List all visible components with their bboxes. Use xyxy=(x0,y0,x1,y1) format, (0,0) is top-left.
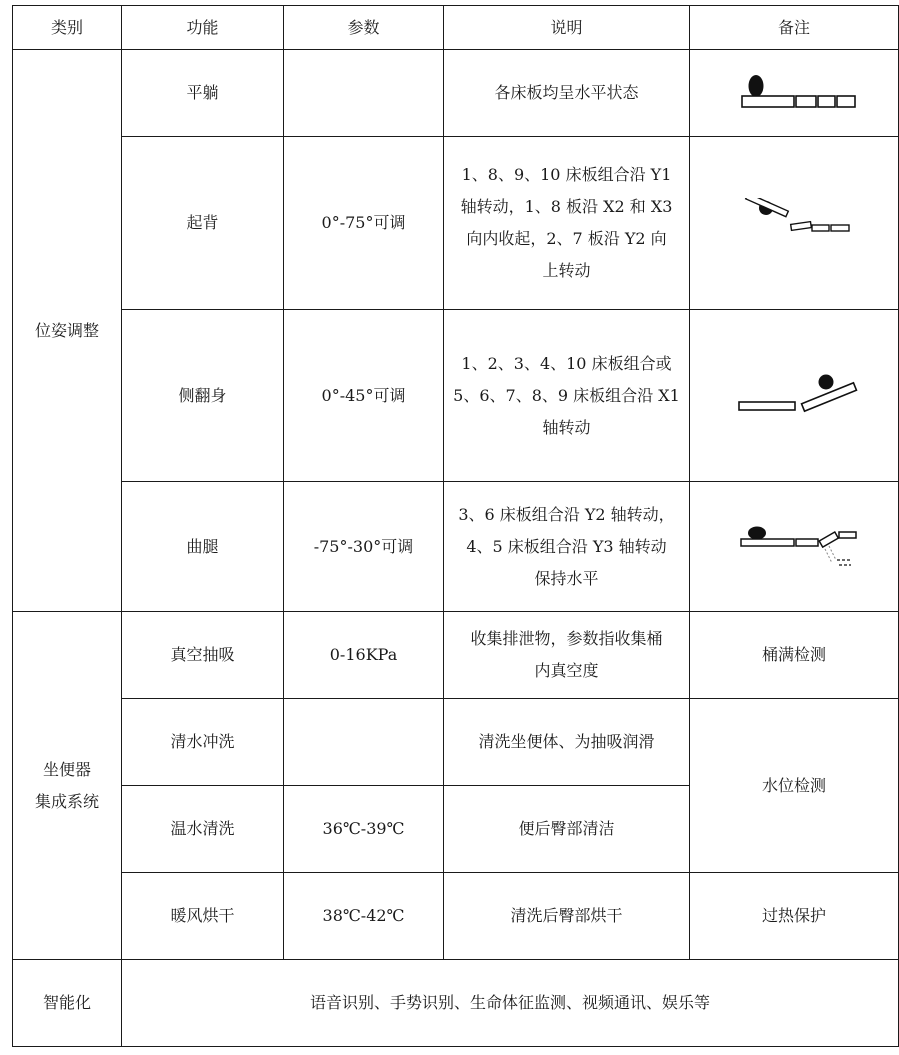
header-description: 说明 xyxy=(444,6,690,50)
remark-cell: 桶满检测 xyxy=(690,612,899,699)
description-line: 上转动 xyxy=(542,261,591,280)
params-cell: 0-16KPa xyxy=(284,612,444,699)
side-turn-diagram-icon xyxy=(729,371,859,421)
description-line: 清洗后臀部烘干 xyxy=(510,906,623,925)
function-cell: 起背 xyxy=(122,137,284,310)
group-toilet xyxy=(13,612,122,960)
function-cell: 清水冲洗 xyxy=(122,699,284,786)
header-category: 类别 xyxy=(13,6,122,50)
table-row xyxy=(13,873,899,960)
description-line: 轴转动，1、8 板沿 X2 和 X3 xyxy=(460,197,673,216)
group-toilet-line: 集成系统 xyxy=(34,791,99,811)
description-line: 收集排泄物，参数指收集桶 xyxy=(470,629,663,648)
params-cell: -75°-30°可调 xyxy=(284,482,444,612)
header-function: 功能 xyxy=(122,6,284,50)
description-cell xyxy=(444,612,690,699)
header-row xyxy=(13,6,899,50)
description-line: 1、2、3、4、10 床板组合或 xyxy=(461,353,672,373)
function-cell: 温水清洗 xyxy=(122,786,284,873)
table-row xyxy=(13,612,899,699)
table-row xyxy=(13,699,899,786)
table-row xyxy=(13,310,899,482)
group-posture: 位姿调整 xyxy=(13,50,122,612)
params-cell: 0°-45°可调 xyxy=(284,310,444,482)
function-cell: 曲腿 xyxy=(122,482,284,612)
description-cell xyxy=(444,310,690,482)
remark-cell: 水位检测 xyxy=(690,699,899,873)
header-remarks: 备注 xyxy=(690,6,899,50)
description-line: 1、8、9、10 床板组合沿 Y1 xyxy=(461,165,672,184)
function-cell: 平躺 xyxy=(122,50,284,137)
header-params: 参数 xyxy=(284,6,444,50)
params-cell: 36℃-39℃ xyxy=(284,786,444,873)
description-cell xyxy=(444,50,690,137)
back-raise-diagram-icon xyxy=(729,198,859,248)
lying-flat-diagram-icon xyxy=(729,68,859,118)
remark-cell: 过热保护 xyxy=(690,873,899,960)
function-cell: 侧翻身 xyxy=(122,310,284,482)
remark-cell xyxy=(690,137,899,310)
group-smart: 智能化 xyxy=(13,960,122,1047)
table-row xyxy=(13,50,899,137)
description-line: 内真空度 xyxy=(534,661,599,680)
params-cell: 0°-75°可调 xyxy=(284,137,444,310)
function-cell: 真空抽吸 xyxy=(122,612,284,699)
description-line: 4、5 床板组合沿 Y3 轴转动 xyxy=(466,536,667,556)
description-line: 保持水平 xyxy=(534,568,599,588)
remark-cell xyxy=(690,50,899,137)
function-cell: 暖风烘干 xyxy=(122,873,284,960)
spec-table xyxy=(12,5,899,1047)
description-line: 各床板均呈水平状态 xyxy=(494,83,639,102)
table-row xyxy=(13,137,899,310)
leg-bend-diagram-icon xyxy=(729,519,859,575)
description-line: 向内收起，2、7 板沿 Y2 向 xyxy=(466,229,667,248)
description-cell xyxy=(444,699,690,786)
table-row xyxy=(13,960,899,1047)
table-row xyxy=(13,482,899,612)
description-cell xyxy=(444,786,690,873)
remark-cell xyxy=(690,310,899,482)
group-toilet-line: 坐便器 xyxy=(42,759,91,779)
params-cell: 38℃-42℃ xyxy=(284,873,444,960)
description-cell xyxy=(444,137,690,310)
description-line: 清洗坐便体、为抽吸润滑 xyxy=(478,732,655,751)
description-line: 便后臀部清洁 xyxy=(518,819,615,838)
smart-content: 语音识别、手势识别、生命体征监测、视频通讯、娱乐等 xyxy=(122,960,899,1047)
description-line: 3、6 床板组合沿 Y2 轴转动， xyxy=(458,504,675,524)
description-cell xyxy=(444,482,690,612)
remark-cell xyxy=(690,482,899,612)
description-line: 5、6、7、8、9 床板组合沿 X1 xyxy=(453,385,680,405)
params-cell xyxy=(284,699,444,786)
description-cell xyxy=(444,873,690,960)
params-cell xyxy=(284,50,444,137)
description-line: 轴转动 xyxy=(542,417,591,437)
